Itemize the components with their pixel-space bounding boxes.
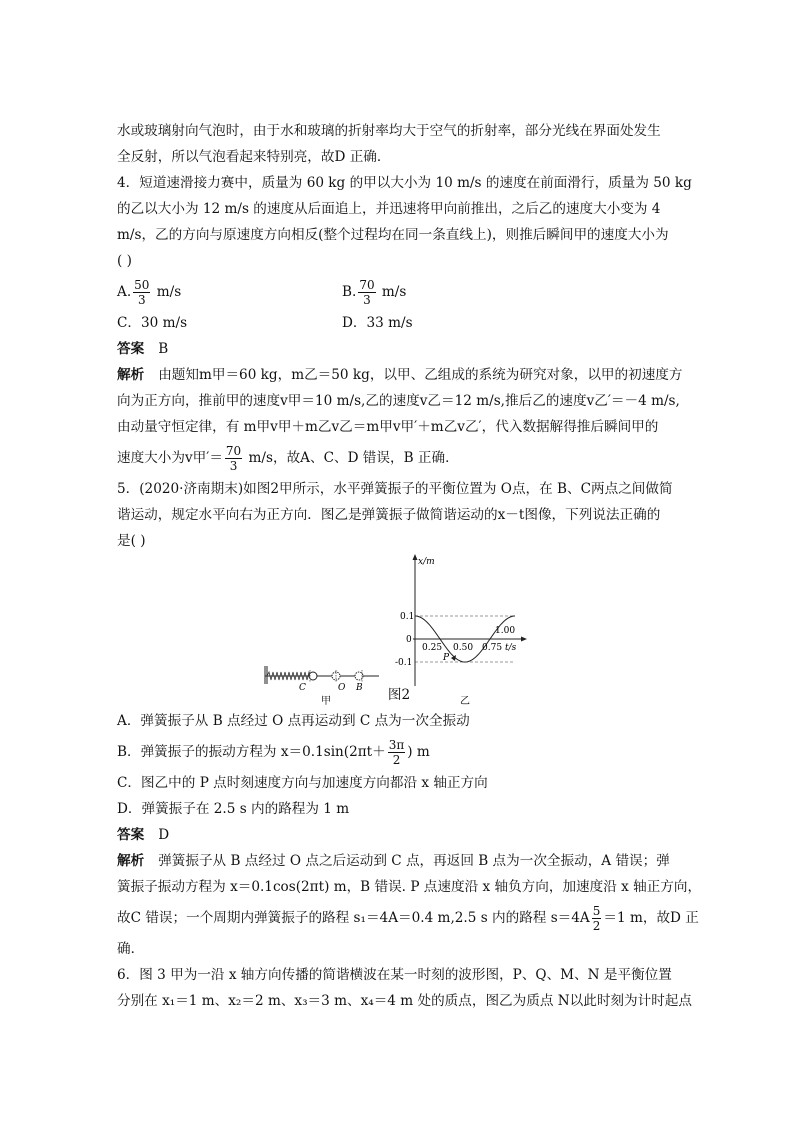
q4-option-b bbox=[342, 274, 567, 310]
x-tick-0-25: 0.25 bbox=[422, 643, 443, 653]
analysis-text: 故C 错误；一个周期内弹簧振子的路程 s₁＝4A＝0.4 m,2.5 s 内的路程 s＝4A bbox=[117, 910, 590, 926]
q5-option-d: D．弹簧振子在 2.5 s 内的路程为 1 m bbox=[117, 801, 350, 817]
option-a-fraction bbox=[133, 278, 150, 307]
y-tick-neg-0-1: -0.1 bbox=[395, 658, 413, 668]
option-b-prefix: B. bbox=[342, 284, 357, 300]
q4-option-d: D．33 m/s bbox=[342, 315, 413, 331]
x-tick-0-75: 0.75 bbox=[482, 643, 503, 653]
fraction-numerator: 70 bbox=[359, 278, 375, 292]
x-axis-arrow bbox=[521, 637, 527, 642]
answer-label: 答案 bbox=[117, 341, 145, 357]
q4-answer bbox=[117, 336, 681, 362]
analysis-label: 解析 bbox=[117, 367, 145, 383]
analysis-fraction bbox=[225, 444, 242, 473]
fraction-numerator: 3π bbox=[388, 738, 405, 752]
figure-2-caption: 图2 bbox=[387, 687, 411, 703]
q5-option-b bbox=[117, 734, 681, 770]
q5-option-a: A．弹簧振子从 B 点经过 O 点再运动到 C 点为一次全振动 bbox=[117, 713, 470, 729]
y-tick-0-1: 0.1 bbox=[400, 612, 415, 622]
answer-label: 答案 bbox=[117, 827, 145, 843]
x-axis-label: t/s bbox=[505, 643, 517, 653]
q5-line-3: 是( ) bbox=[117, 533, 146, 549]
answer-value: D bbox=[158, 827, 170, 843]
p-point-label: P bbox=[443, 653, 450, 663]
q5-answer bbox=[117, 822, 681, 848]
label-c: C bbox=[299, 683, 306, 693]
fraction-numerator: 5 bbox=[592, 904, 601, 918]
option-b-unit: m/s bbox=[381, 284, 407, 300]
fraction-denominator: 2 bbox=[592, 919, 601, 933]
q4-analysis-line-2: 向为正方向，推前甲的速度v甲＝10 m/s,乙的速度v乙＝12 m/s,推后乙的速度v乙′＝－4 m/s, bbox=[117, 393, 680, 409]
q4-option-c: C．30 m/s bbox=[117, 315, 188, 331]
q5-analysis-line-3 bbox=[117, 900, 699, 936]
y-tick-0: 0 bbox=[406, 635, 412, 645]
intro-line-2: 全反射，所以气泡看起来特别亮，故D 正确． bbox=[117, 149, 391, 165]
fraction-denominator: 3 bbox=[229, 459, 238, 473]
q4-line-3: m/s，乙的方向与原速度方向相反(整个过程均在同一条直线上)，则推后瞬间甲的速度大小为 bbox=[117, 227, 669, 243]
caption-jia: 甲 bbox=[321, 696, 331, 707]
q5-analysis-line-2: 簧振子振动方程为 x＝0.1cos(2πt) m，B 错误. P 点速度沿 x 轴负方向，加速度沿 x 轴正方向， bbox=[117, 879, 702, 895]
q4-options-ab bbox=[117, 274, 681, 310]
q4-options-cd bbox=[117, 310, 681, 336]
option-a-prefix: A. bbox=[117, 284, 132, 300]
q6-line-1: 6．图 3 甲为一沿 x 轴方向传播的简谐横波在某一时刻的波形图，P、Q、M、N 是平衡位置 bbox=[117, 967, 672, 983]
analysis-text: 弹簧振子从 B 点经过 O 点之后运动到 C 点，再返回 B 点为一次全振动，A 错误；弹 bbox=[158, 853, 670, 869]
option-a-unit: m/s bbox=[156, 284, 182, 300]
fraction-denominator: 3 bbox=[363, 293, 371, 307]
q5-analysis-line-4: 确． bbox=[117, 941, 145, 957]
label-b: B bbox=[356, 683, 363, 693]
y-axis-label: x/m bbox=[418, 557, 435, 567]
x-tick-0-50: 0.50 bbox=[453, 643, 474, 653]
y-axis-arrow bbox=[413, 554, 418, 560]
option-b-fraction bbox=[388, 738, 406, 767]
caption-yi: 乙 bbox=[460, 696, 470, 707]
option-b-text: B．弹簧振子的振动方程为 x＝0.1sin(2πt＋ bbox=[117, 744, 386, 760]
fraction-numerator: 50 bbox=[134, 278, 150, 292]
label-o: O bbox=[338, 683, 346, 693]
analysis-text: 速度大小为v甲′＝ bbox=[117, 450, 223, 466]
q5-line-2: 谐运动，规定水平向右为正方向．图乙是弹簧振子做简谐运动的x－t图像，下列说法正确的 bbox=[117, 507, 661, 523]
page-content bbox=[117, 118, 702, 1014]
q5-line-1: 5．(2020·济南期末)如图2甲所示，水平弹簧振子的平衡位置为 O点，在 B、C两点之间做简 bbox=[117, 481, 673, 497]
analysis-label: 解析 bbox=[117, 853, 145, 869]
fraction-numerator: 70 bbox=[225, 444, 242, 458]
analysis-fraction bbox=[592, 904, 602, 933]
q4-line-2: 的乙以大小为 12 m/s 的速度从后面追上，并迅速将甲向前推出，之后乙的速度大小变为 4 bbox=[117, 201, 661, 217]
intro-line-1: 水或玻璃射向气泡时，由于水和玻璃的折射率均大于空气的折射率，部分光线在界面处发生 bbox=[117, 123, 661, 139]
analysis-text: ＝1 m，故D 正 bbox=[603, 910, 699, 926]
q4-option-a bbox=[117, 274, 342, 310]
option-b-text: ) m bbox=[407, 744, 430, 760]
q5-option-c: C．图乙中的 P 点时刻速度方向与加速度方向都沿 x 轴正方向 bbox=[117, 775, 488, 791]
q4-line-1: 4．短道速滑接力赛中，质量为 60 kg 的甲以大小为 10 m/s 的速度在前面滑行，质量为 50 kg bbox=[117, 175, 692, 191]
fraction-denominator: 3 bbox=[137, 293, 146, 307]
q4-analysis-line-4 bbox=[117, 440, 681, 476]
option-b-fraction bbox=[358, 278, 375, 307]
q4-analysis-line-3: 由动量守恒定律，有 m甲v甲＋m乙v乙＝m甲v甲′＋m乙v乙′，代入数据解得推后瞬间甲的 bbox=[117, 419, 659, 435]
answer-value: B bbox=[158, 341, 169, 357]
q4-line-4: ( ) bbox=[117, 253, 132, 269]
analysis-text: m/s，故A、C、D 错误，B 正确． bbox=[248, 450, 459, 466]
analysis-text: 由题知m甲＝60 kg，m乙＝50 kg，以甲、乙组成的系统为研究对象，以甲的初速度方 bbox=[158, 367, 683, 383]
fraction-denominator: 2 bbox=[392, 753, 401, 767]
q6-line-2: 分别在 x₁＝1 m、x₂＝2 m、x₃＝3 m、x₄＝4 m 处的质点，图乙为质点 N以此时刻为计时起点 bbox=[117, 993, 692, 1009]
q4-analysis-line-1 bbox=[117, 362, 681, 388]
q5-analysis-line-1 bbox=[117, 848, 681, 874]
x-tick-1-00: 1.00 bbox=[495, 626, 516, 636]
